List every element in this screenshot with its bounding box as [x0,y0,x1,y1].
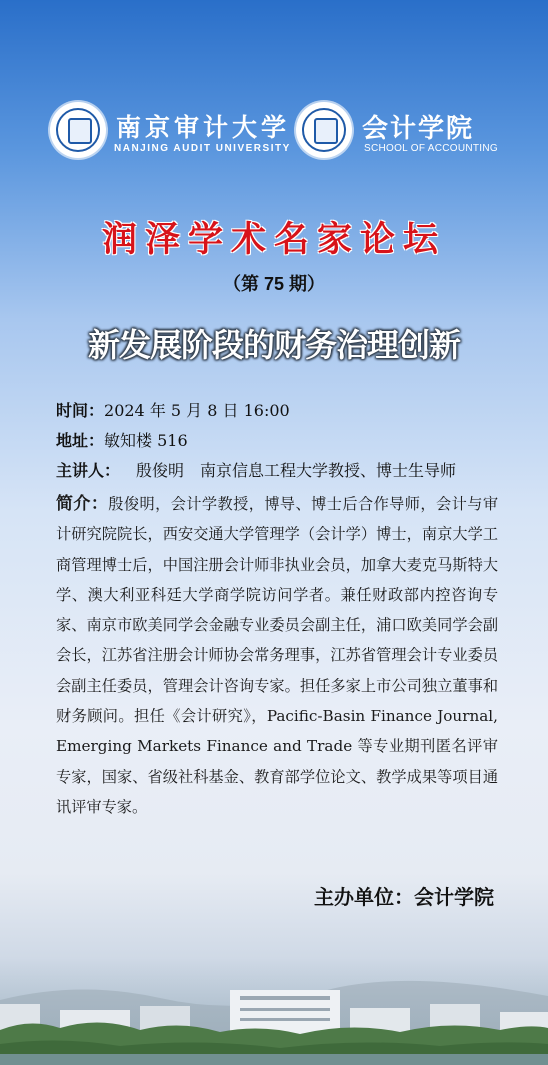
speaker-label: 主讲人： [56,461,121,480]
issue-number: （第 75 期） [222,274,326,294]
speaker-intro [56,489,498,822]
time-value: 2024 年 5 月 8 日 16:00 [104,401,290,420]
campus-scenery [0,960,548,1065]
school-name: 会计学院 [362,114,475,144]
speaker-line [56,458,456,481]
lecture-topic: 新发展阶段的财务治理创新 [87,326,460,364]
header [50,96,498,166]
university-name: 南京审计大学 [116,113,291,142]
forum-title: 润泽学术名家论坛 [101,219,446,260]
intro-text: 殷俊明，会计学教授，博导、博士后合作导师，会计与审计研究院院长，西安交通大学管理学（会计学）博士，南京大学工商管理博士后，中国注册会计师非执业会员，加拿大麦克马斯特大学、澳大利亚科廷大学商学院访问学者。兼任财政部内控咨询专家、南京市欧美同学会金融专业委员会副主任，浦口欧美同学会副会长，江苏省注册会计师协会常务理事，江苏省管理会计专业委员会副主任委员，管理会计咨询专家。担任多家上市公司独立董事和财务顾问。担任《会计研究》，Pacific-Basin Finance Journal, Emerging Markets Finance and Trade 等专业期刊匿名评审专家，国家、省级社科基金、教育部学位论文、教学成果等项目通讯评审专家。 [56,495,499,816]
school-emblem-icon [296,102,352,158]
speaker-title: 南京信息工程大学教授、博士生导师 [200,461,457,480]
intro-label: 简介： [56,494,109,514]
host-organizer: 主办单位：会计学院 [314,885,494,909]
school-name-en: SCHOOL OF ACCOUNTING [364,143,498,154]
speaker-name: 殷俊明 [136,461,185,480]
place-line [56,428,188,451]
place-value: 敏知楼 516 [104,431,188,450]
university-seal-icon [50,102,106,158]
university-name-en: NANJING AUDIT UNIVERSITY [114,143,291,154]
place-label: 地址： [56,431,105,450]
time-line [56,398,290,421]
time-label: 时间： [56,401,105,420]
